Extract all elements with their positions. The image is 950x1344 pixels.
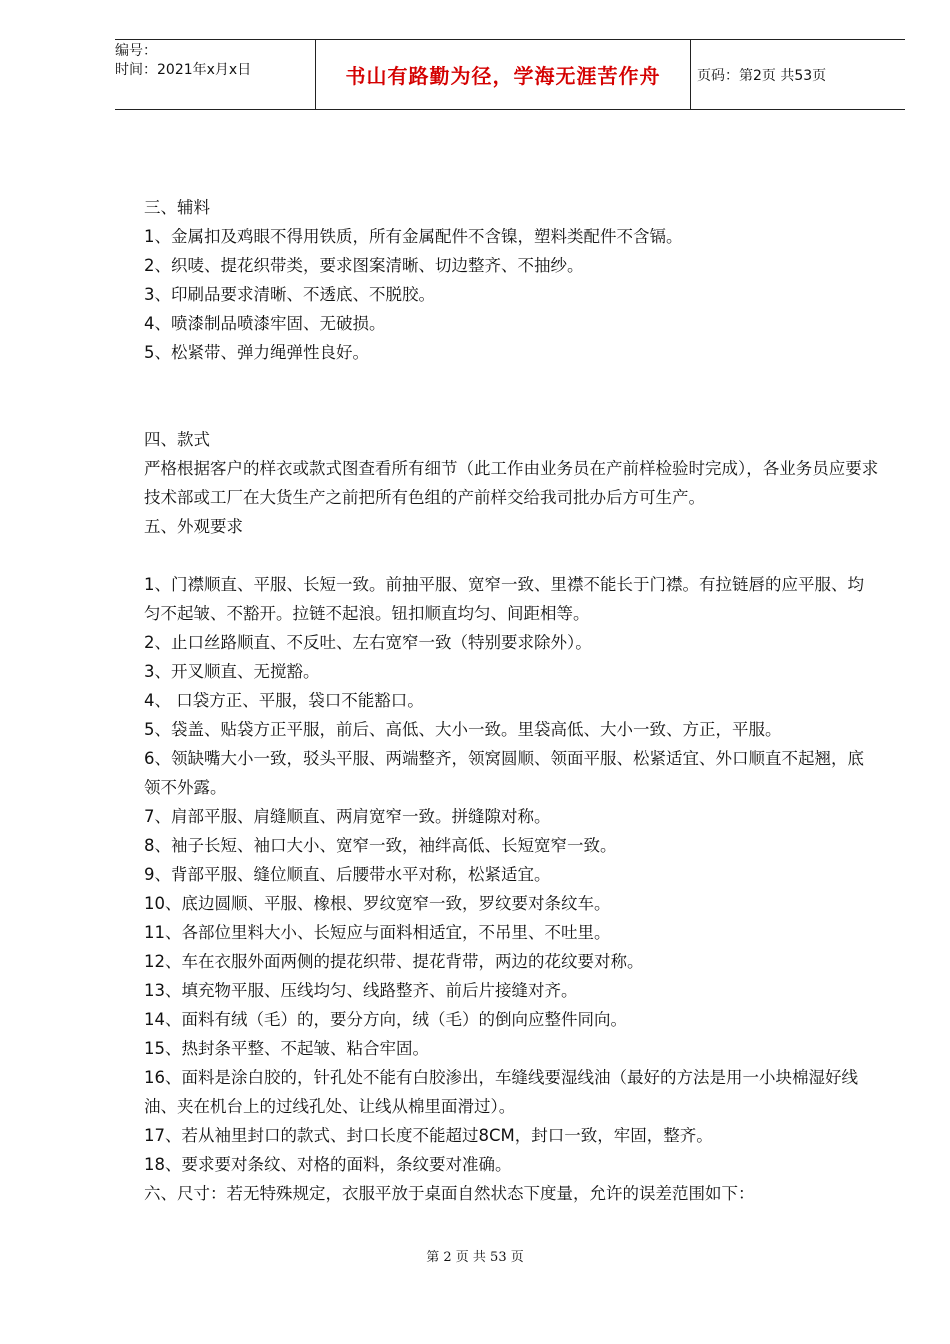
paragraph: 严格根据客户的样衣或款式图查看所有细节（此工作由业务员在产前样检验时完成），各业务员应要求技术部或工厂在大货生产之前把所有色组的产前样交给我司批办后方可生产。 xyxy=(144,459,879,507)
section-title-appearance: 五、外观要求 xyxy=(144,517,243,536)
document-body xyxy=(144,193,879,1208)
list-item: 8、袖子长短、袖口大小、宽窄一致，袖绊高低、长短宽窄一致。 xyxy=(144,836,617,855)
list-item: 11、各部位里料大小、长短应与面料相适宜，不吊里、不吐里。 xyxy=(144,923,611,942)
spacer xyxy=(144,367,879,425)
document-time-label: 时间：2021年x月x日 xyxy=(115,62,252,78)
spacer xyxy=(144,541,879,570)
list-item: 6、领缺嘴大小一致，驳头平服、两端整齐，领窝圆顺、领面平服、松紧适宜、外口顺直不起翘，底领不外露。 xyxy=(144,749,864,797)
list-item: 14、面料有绒（毛）的，要分方向，绒（毛）的倒向应整件同向。 xyxy=(144,1010,627,1029)
list-item: 3、开叉顺直、无搅豁。 xyxy=(144,662,320,681)
header-page-info: 页码：第2页 共53页 xyxy=(697,67,827,84)
list-item: 18、要求要对条纹、对格的面料，条纹要对准确。 xyxy=(144,1155,512,1174)
list-item: 4、 口袋方正、平服，袋口不能豁口。 xyxy=(144,691,424,710)
list-item: 1、门襟顺直、平服、长短一致。前抽平服、宽窄一致、里襟不能长于门襟。有拉链唇的应平服、均匀不起皱、不豁开。拉链不起浪。钮扣顺直均匀、间距相等。 xyxy=(144,575,864,623)
list-item: 1、金属扣及鸡眼不得用铁质，所有金属配件不含镍，塑料类配件不含镉。 xyxy=(144,227,683,246)
list-item: 12、车在衣服外面两侧的提花织带、提花背带，两边的花纹要对称。 xyxy=(144,952,644,971)
page-header xyxy=(115,39,905,110)
list-item: 13、填充物平服、压线均匀、线路整齐、前后片接缝对齐。 xyxy=(144,981,578,1000)
list-item: 5、松紧带、弹力绳弹性良好。 xyxy=(144,343,369,362)
list-item: 16、面料是涂白胶的，针孔处不能有白胶渗出，车缝线要湿线油（最好的方法是用一小块棉湿好线油、夹在机台上的过线孔处、让线从棉里面滑过）。 xyxy=(144,1068,858,1116)
list-item: 2、止口丝路顺直、不反吐、左右宽窄一致（特别要求除外）。 xyxy=(144,633,592,652)
page-footer: 第 2 页 共 53 页 xyxy=(426,1250,524,1265)
section-title-style: 四、款式 xyxy=(144,430,210,449)
list-item: 10、底边圆顺、平服、橡根、罗纹宽窄一致，罗纹要对条纹车。 xyxy=(144,894,611,913)
list-item: 2、织唛、提花织带类，要求图案清晰、切边整齐、不抽纱。 xyxy=(144,256,584,275)
header-motto: 书山有路勤为径，学海无涯苦作舟 xyxy=(315,40,691,109)
list-item: 9、背部平服、缝位顺直、后腰带水平对称，松紧适宜。 xyxy=(144,865,551,884)
document-number-label: 编号： xyxy=(115,43,157,59)
section-title-size: 六、尺寸：若无特殊规定，衣服平放于桌面自然状态下度量，允许的误差范围如下： xyxy=(144,1184,755,1203)
list-item: 4、喷漆制品喷漆牢固、无破损。 xyxy=(144,314,386,333)
list-item: 5、袋盖、贴袋方正平服，前后、高低、大小一致。里袋高低、大小一致、方正，平服。 xyxy=(144,720,782,739)
list-item: 3、印刷品要求清晰、不透底、不脱胶。 xyxy=(144,285,435,304)
list-item: 7、肩部平服、肩缝顺直、两肩宽窄一致。拼缝隙对称。 xyxy=(144,807,551,826)
list-item: 15、热封条平整、不起皱、粘合牢固。 xyxy=(144,1039,429,1058)
header-meta xyxy=(115,40,315,111)
list-item: 17、若从袖里封口的款式、封口长度不能超过8CM，封口一致，牢固，整齐。 xyxy=(144,1126,713,1145)
section-title-accessories: 三、辅料 xyxy=(144,198,210,217)
